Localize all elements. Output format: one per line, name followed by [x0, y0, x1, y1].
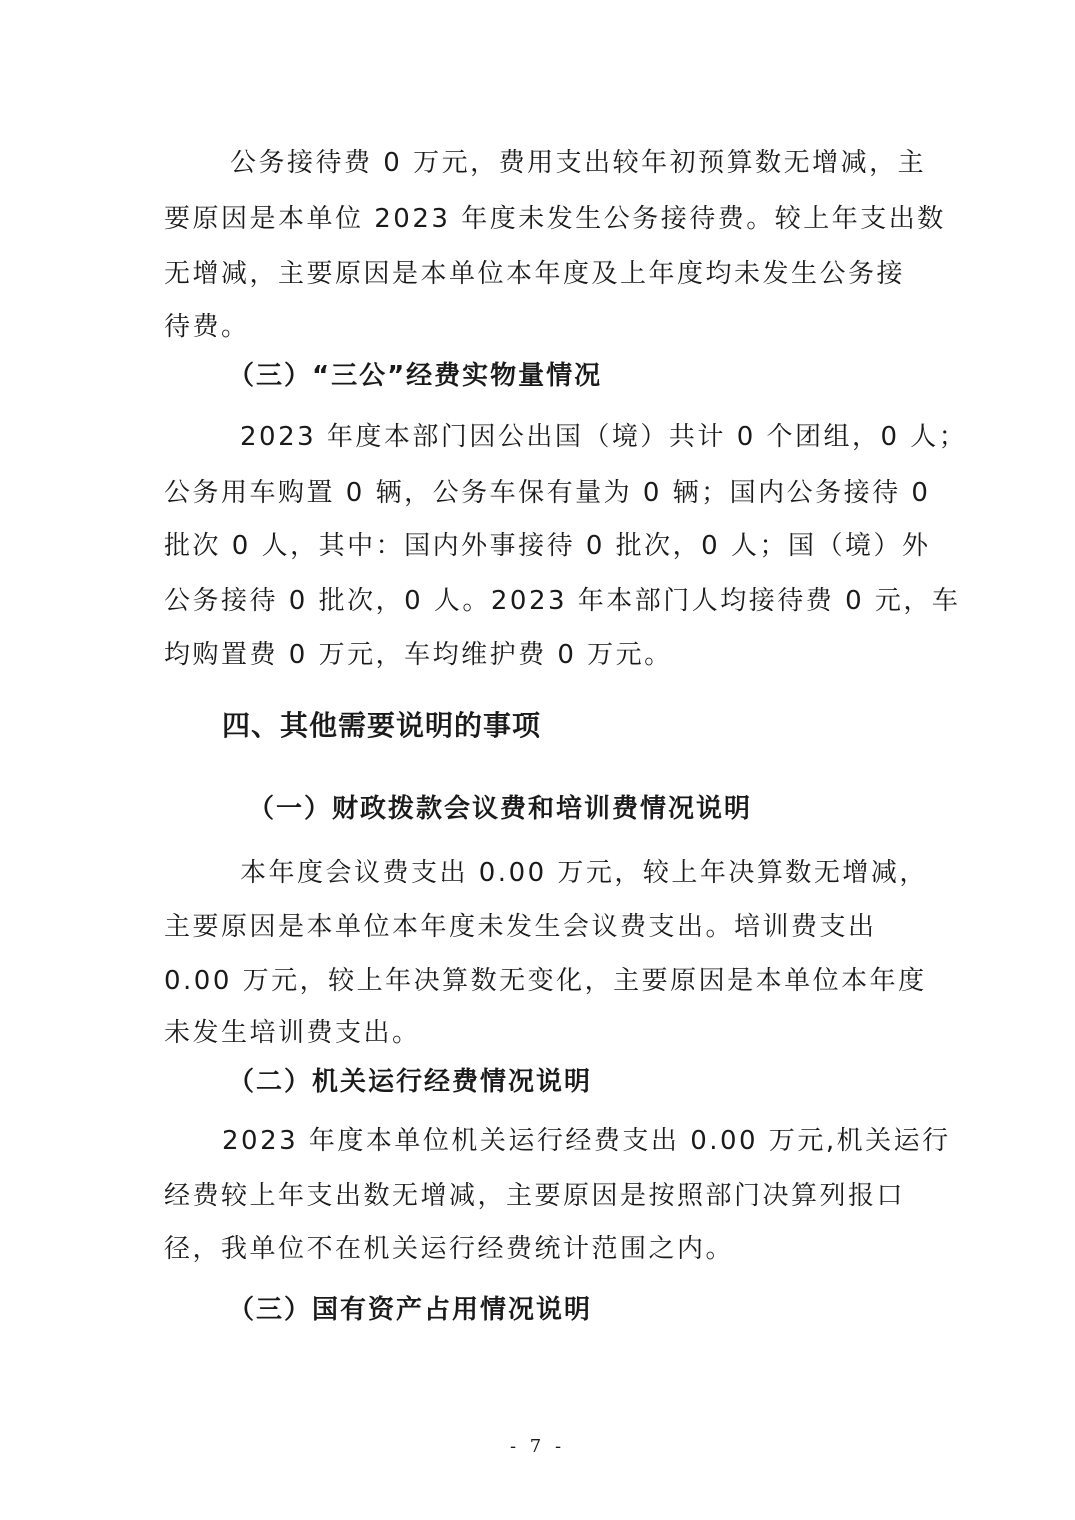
paragraph-line: 无增减，主要原因是本单位本年度及上年度均未发生公务接	[164, 259, 906, 289]
paragraph-line: 主要原因是本单位本年度未发生会议费支出。培训费支出	[164, 912, 877, 942]
paragraph-line: 径，我单位不在机关运行经费统计范围之内。	[164, 1234, 735, 1264]
section-heading: 四、其他需要说明的事项	[222, 709, 542, 742]
paragraph-line: 批次 0 人，其中：国内外事接待 0 批次，0 人；国（境）外	[164, 531, 931, 561]
paragraph-line: 0.00 万元，较上年决算数无变化，主要原因是本单位本年度	[164, 966, 927, 996]
subsection-heading: （三）国有资产占用情况说明	[228, 1295, 593, 1325]
paragraph-line: 2023 年度本单位机关运行经费支出 0.00 万元,机关运行	[222, 1126, 951, 1156]
paragraph-line: 均购置费 0 万元，车均维护费 0 万元。	[164, 640, 673, 670]
paragraph-line: 本年度会议费支出 0.00 万元，较上年决算数无增减，	[240, 858, 928, 888]
paragraph-line: 经费较上年支出数无增减，主要原因是按照部门决算列报口	[164, 1181, 906, 1211]
paragraph-line: 未发生培训费支出。	[164, 1018, 421, 1048]
paragraph-line: 公务用车购置 0 辆，公务车保有量为 0 辆；国内公务接待 0	[164, 478, 931, 508]
paragraph-line: 待费。	[164, 312, 250, 342]
page-number: - 7 -	[509, 1436, 566, 1457]
subsection-heading: （一）财政拨款会议费和培训费情况说明	[248, 794, 753, 824]
subsection-heading: （三）“三公”经费实物量情况	[228, 361, 603, 391]
paragraph-line: 公务接待 0 批次，0 人。2023 年本部门人均接待费 0 元，车	[164, 586, 961, 616]
paragraph-line: 2023 年度本部门因公出国（境）共计 0 个团组，0 人；	[240, 422, 968, 452]
paragraph-line: 公务接待费 0 万元，费用支出较年初预算数无增减，主	[230, 148, 927, 178]
paragraph-line: 要原因是本单位 2023 年度未发生公务接待费。较上年支出数	[164, 204, 946, 234]
subsection-heading: （二）机关运行经费情况说明	[228, 1067, 593, 1097]
